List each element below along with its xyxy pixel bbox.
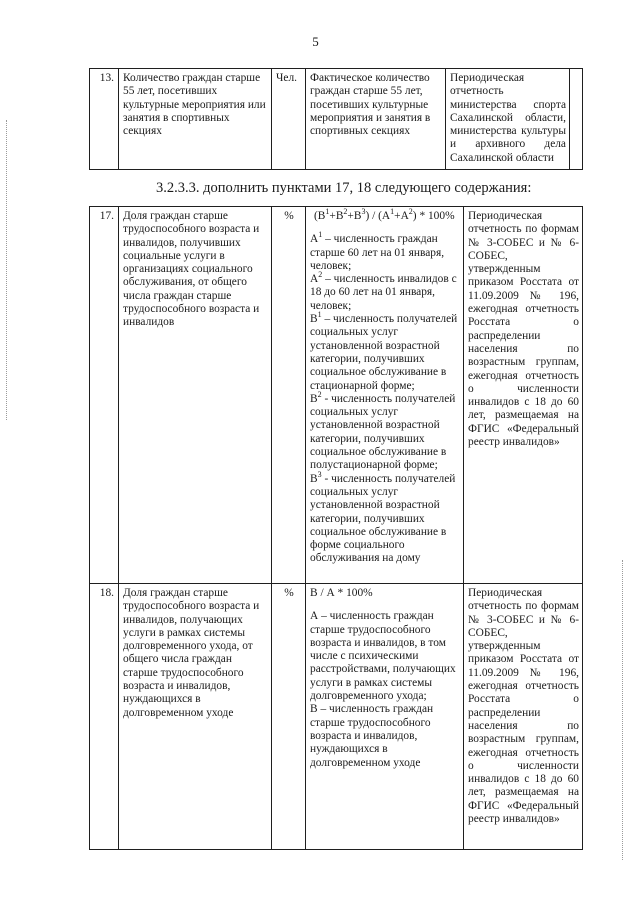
amendment-heading: 3.2.3.3. дополнить пунктами 17, 18 следующего содержания: [156,180,532,196]
variable-definition: А – численность граждан старше трудоспособного возраста и инвалидов, в том числе с психическими расстройствами, получающих услуги в рамках системы долговременного ухода; [310,610,456,703]
page-number: 5 [312,34,319,49]
variable-definition: $В^3$ - численность получателей социальных услуг установленной возрастной категории, получивших социальное обслуживание в форме социального обслуживания на дому [310,469,456,565]
formula: $(В^1+В^2+В^3) / (А^1+А^2) * 100\%$ [314,207,455,222]
row-number: 17. [90,207,119,584]
variable-definition: $А^1$ – численность граждан старше 60 лет на 01 января, человек; [310,230,445,272]
table-row [90,584,583,850]
indicator-name: Количество граждан старше 55 лет, посетивших культурные мероприятия или занятия в спортивных секциях [119,69,272,170]
variable-definition: $В^1$ – численность получателей социальных услуг установленной возрастной категории, получивших социальное обслуживание в стационарной форме; [310,310,458,392]
empty-cell [570,69,583,170]
indicators-table [89,206,583,850]
calculation-method [306,584,464,850]
indicator-name: Доля граждан старше трудоспособного возраста и инвалидов, получивших социальные услуги в организациях социального обслуживания, от общего числа граждан старше трудоспособного возраста и инвалидов [119,207,272,584]
indicator-name: Доля граждан старше трудоспособного возраста и инвалидов, получающих услуги в рамках системы долговременного ухода, от общего числа граждан старше трудоспособного возраста и инвалидов, нуждающихся в долговременном уходе [119,584,272,850]
formula: В / А * 100% [310,587,373,599]
calculation-method [306,207,464,584]
unit: % [272,207,306,584]
indicators-table-continued [89,68,583,170]
unit: Чел. [272,69,306,170]
data-source: Периодическая отчетность по формам № 3-СОБЕС и № 6-СОБЕС, утвержденным приказом Росстата от 11.09.2009 № 196, ежегодная отчетность Росстата о распределении населения по возрастным группам, ежегодная отчетность о численности инвалидов с 18 до 60 лет, размещаемая на ФГИС «Федеральный реестр инвалидов» [464,207,583,584]
data-source: Периодическая отчетность по формам № 3-СОБЕС и № 6-СОБЕС, утвержденным приказом Росстата от 11.09.2009 № 196, ежегодная отчетность Росстата о распределении населения по возрастным группам, ежегодная отчетность о численности инвалидов с 18 до 60 лет, размещаемая на ФГИС «Федеральный реестр инвалидов» [464,584,583,850]
variable-definition: $А^2$ – численность инвалидов с 18 до 60 лет на 01 января, человек; [310,270,457,312]
variable-definition: $В^2$ - численность получателей социальных услуг установленной возрастной категории, получивших социальное обслуживание в полустационарной форме; [310,390,456,472]
row-number: 13. [90,69,119,170]
data-source: Периодическая отчетность министерства спорта Сахалинской области, министерства культуры и архивного дела Сахалинской области [446,69,570,170]
row-number: 18. [90,584,119,850]
scan-edge-left [6,120,7,420]
scan-edge-right [622,560,623,860]
indicator-definition: Фактическое количество граждан старше 55 лет, посетивших культурные мероприятия и занятия в спортивных секциях [306,69,446,170]
table-row [90,207,583,584]
unit: % [272,584,306,850]
variable-definition: В – численность граждан старше трудоспособного возраста и инвалидов, нуждающихся в долговременном уходе [310,703,434,769]
table-row [90,69,583,170]
